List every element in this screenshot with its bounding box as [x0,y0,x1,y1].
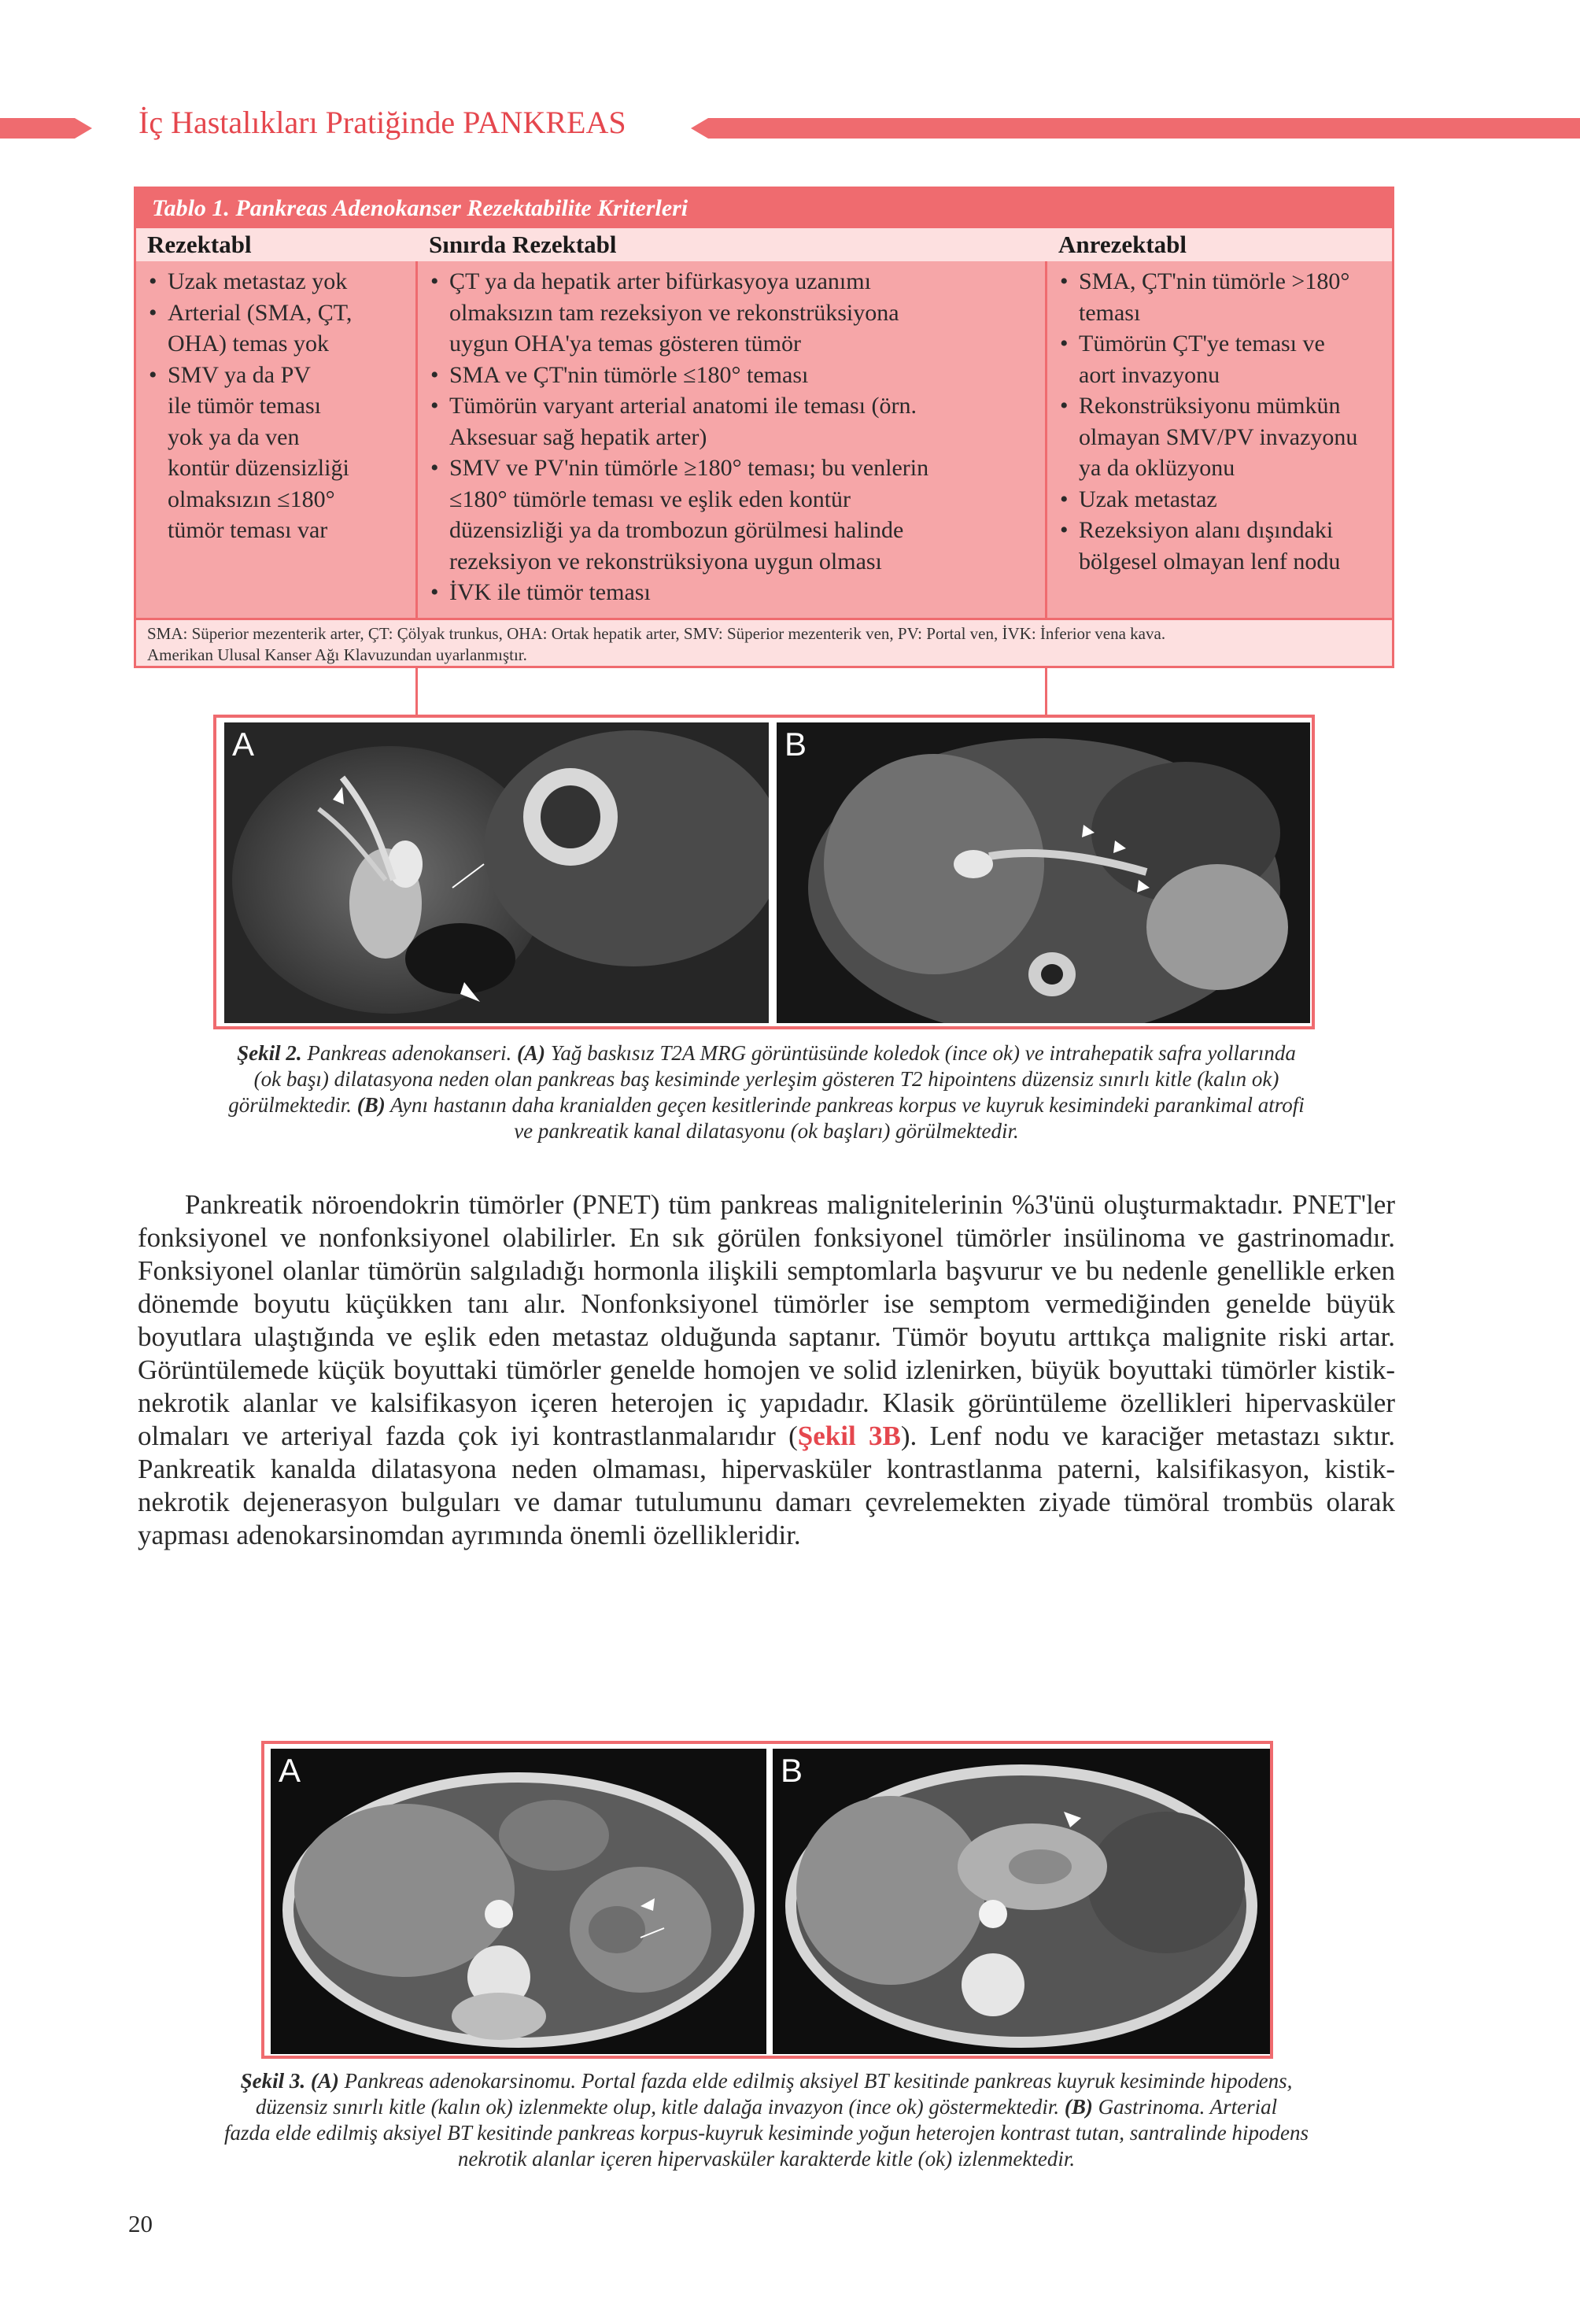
criteria-line [429,422,1037,453]
criteria-line [429,515,1037,546]
caption-text: Gastrinoma. Arterial [1092,2095,1278,2119]
criteria-table [134,187,1394,668]
criteria-line-text: düzensizliği ya da trombozun görülmesi halinde [449,517,904,543]
bullet-marker: • [1060,486,1069,512]
caption-line [138,2146,1395,2172]
criteria-line [1058,297,1384,329]
criteria-line [429,266,1037,297]
criteria-line-text: teması [1079,299,1141,326]
caption-text: Pankreas adenokarsinomu. Portal fazda elde edilmiş aksiyel BT kesitinde pankreas kuyruk kesiminde hipodens, [338,2069,1293,2093]
criteria-line-text: uygun OHA'ya temas gösteren tümör [449,331,801,357]
figure-3-panel-a [271,1749,766,2054]
caption-label: (A) [517,1041,546,1065]
caption-text: Yağ baskısız T2A MRG görüntüsünde koledok (ince ok) ve intrahepatik safra yollarında [545,1041,1296,1065]
bullet-marker: • [430,393,439,419]
criteria-line [147,484,408,515]
criteria-line-text: Tümörün ÇT'ye teması ve [1079,331,1325,357]
criteria-line-text: SMV ya da PV [168,361,311,388]
caption-text: fazda elde edilmiş aksiyel BT kesitinde pankreas korpus-kuyruk kesiminde yoğun heterojen kontrast tutan, santralinde hipodens [223,2121,1309,2145]
criteria-line-text: SMA, ÇT'nin tümörle >180° [1079,268,1350,294]
criteria-line-text: İVK ile tümör teması [449,579,651,605]
criteria-line [147,297,408,329]
criteria-line [1058,453,1384,484]
criteria-line [429,328,1037,360]
header-decor-bar-left [0,118,75,139]
caption-line [138,1066,1395,1092]
criteria-line [429,360,1037,391]
criteria-line [1058,328,1384,360]
paragraph-text-start: Pankreatik nöroendokrin tümörler (PNET) tüm pankreas malignitelerinin %3'ünü oluşturmaktadır. PNET'ler fonksiyonel ve nonfonksiyonel olabilirler. En sık görülen fonksiyonel tümörler insülinoma ve gastrinomadır. Fonksiyonel olanlar tümörün salgıladığı hormonla ilişkili semptomlarla başvurur ve bu nedenle genellikle erken dönemde boyutu küçükken tanı alır. Nonfonksiyonel tümörler ise semptom vermediğinden genelde büyük boyutlara ulaştığında ve eşlik eden metastaz olduğunda saptanır. Tümör boyutu arttıkça malignite riski artar. Görüntülemede küçük boyuttaki tümörler genelde homojen ve solid izlenirken, büyük boyuttaki tümörler kistik-nekrotik alanlar ve kalsifikasyon içeren heterojen iç yapıdadır. Klasik görüntüleme özellikleri hipervasküler olmaları ve arteriyal fazda çok iyi kontrastlanmalarıdır ( [138,1189,1395,1451]
criteria-line-text: aort invazyonu [1079,361,1220,388]
caption-line [138,1118,1395,1144]
criteria-line [147,266,408,297]
bullet-marker: • [149,361,157,388]
criteria-line [147,453,408,484]
header-decor-arrow-right [691,118,708,139]
criteria-line [429,297,1037,329]
criteria-line-text: OHA) temas yok [168,331,329,357]
criteria-line [429,546,1037,578]
criteria-line [1058,360,1384,391]
figure-2-caption [138,1040,1395,1144]
table-header-row [136,228,1392,261]
caption-text: Pankreas adenokanseri. [301,1041,518,1065]
caption-text: (ok başı) dilatasyona neden olan pankreas baş kesiminde yerleşim gösteren T2 hipointens düzensiz sınırlı kitle (kalın ok) [253,1067,1279,1091]
table-footnote-source: Amerikan Ulusal Kanser Ağı Klavuzundan uyarlanmıştır. [147,645,527,664]
table-title: Tablo 1. Pankreas Adenokanser Rezektabilite Kriterleri [136,189,1392,228]
criteria-line-text: ya da oklüzyonu [1079,455,1235,481]
bullet-marker: • [149,299,157,326]
criteria-line [1058,484,1384,515]
caption-text: görülmektedir. [228,1093,357,1117]
mri-axial-image [777,722,1310,1023]
criteria-list-resectable [136,261,415,546]
caption-text: nekrotik alanlar içeren hipervasküler karakterde kitle (ok) izlenmektedir. [457,2147,1076,2171]
figure-2-frame [213,715,1315,1029]
panel-label-a: A [279,1752,301,1789]
ct-portal-phase-image [271,1749,766,2054]
ct-arterial-phase-image [773,1749,1270,2054]
bullet-marker: • [430,455,439,481]
criteria-line [429,453,1037,484]
criteria-line-text: SMV ve PV'nin tümörle ≥180° teması; bu venlerin [449,455,929,481]
bullet-marker: • [1060,393,1069,419]
criteria-line [1058,422,1384,453]
panel-label-a: A [232,726,255,763]
figure-3-panel-b [773,1749,1270,2054]
mri-coronal-image [224,722,769,1023]
caption-label: Şekil 3. (A) [240,2069,339,2093]
figure-3-frame [261,1741,1273,2059]
criteria-line-text: yok ya da ven [168,423,300,450]
bullet-marker: • [1060,331,1069,357]
criteria-line [1058,546,1384,578]
table-footnote [136,618,1392,666]
caption-line [138,1040,1395,1066]
criteria-line-text: olmaksızın tam rezeksiyon ve rekonstrüksiyona [449,299,899,326]
bullet-marker: • [1060,517,1069,543]
criteria-line-text: Tümörün varyant arterial anatomi ile teması (örn. [449,393,917,419]
criteria-line-text: tümör teması var [168,517,328,543]
criteria-line-text: Arterial (SMA, ÇT, [168,299,353,326]
caption-text: ve pankreatik kanal dilatasyonu (ok başları) görülmektedir. [514,1119,1019,1143]
criteria-list-unresectable [1047,261,1392,577]
header-decor-arrow-left [75,118,92,139]
caption-label: (B) [1064,2095,1093,2119]
criteria-line [429,577,1037,608]
page-number: 20 [128,2210,153,2237]
body-paragraph [138,1188,1395,1552]
criteria-line-text: Rekonstrüksiyonu mümkün [1079,393,1341,419]
column-header-unresectable: Anrezektabl [1058,231,1187,258]
figure-2-panel-a [224,722,769,1023]
criteria-line [429,484,1037,515]
bullet-marker: • [430,268,439,294]
bullet-marker: • [430,579,439,605]
caption-line [138,2094,1395,2120]
criteria-line [147,328,408,360]
figure-2-panel-b [777,722,1310,1023]
table-footnote-abbreviations: SMA: Süperior mezenterik arter, ÇT: Çölyak trunkus, OHA: Ortak hepatik arter, SMV: Süperior mezenterik ven, PV: Portal ven, İVK: İnferior vena kava. [147,624,1166,643]
caption-text: düzensiz sınırlı kitle (kalın ok) izlenmekte olup, kitle dalağa invazyon (ince ok) göstermektedir. [255,2095,1065,2119]
header-decor-bar-right [708,118,1580,139]
caption-text: Aynı hastanın daha kranialden geçen kesitlerinde pankreas korpus ve kuyruk kesimindeki parankimal atrofi [385,1093,1305,1117]
criteria-line-text: Aksesuar sağ hepatik arter) [449,423,707,450]
panel-label-b: B [784,726,807,763]
criteria-line-text: ÇT ya da hepatik arter bifürkasyoya uzanımı [449,268,871,294]
criteria-line-text: Rezeksiyon alanı dışındaki [1079,517,1334,543]
criteria-line [1058,266,1384,297]
paragraph-text-end: ). Lenf nodu ve karaciğer metastazı sıktır. Pankreatik kanalda dilatasyona neden olmaması, hipervasküler kontrastlanma paterni, kalsifikasyon, kistik-nekrotik dejenerasyon bulguları ve damar tutulumunu damarı çevrelemekten ziyade tümöral trombüs olarak yapması adenokarsinomdan ayrımında önemli özellikleridir. [138,1421,1395,1550]
criteria-line [147,360,408,391]
criteria-line-text: Uzak metastaz [1079,486,1217,512]
criteria-line-text: Uzak metastaz yok [168,268,348,294]
criteria-line-text: SMA ve ÇT'nin tümörle ≤180° teması [449,361,809,388]
panel-label-b: B [781,1752,803,1789]
criteria-line [147,390,408,422]
criteria-line-text: ile tümör teması [168,393,321,419]
column-header-resectable: Rezektabl [147,231,252,258]
criteria-line-text: kontür düzensizliği [168,455,349,481]
bullet-marker: • [430,361,439,388]
caption-line [138,1092,1395,1118]
criteria-line-text: rezeksiyon ve rekonstrüksiyona uygun olması [449,548,882,575]
criteria-line-text: bölgesel olmayan lenf nodu [1079,548,1341,575]
caption-line [138,2120,1395,2146]
criteria-line [1058,390,1384,422]
criteria-line-text: ≤180° tümörle teması ve eşlik eden kontür [449,486,851,512]
bullet-marker: • [149,268,157,294]
criteria-line-text: olmaksızın ≤180° [168,486,335,512]
running-header-title: İç Hastalıkları Pratiğinde PANKREAS [138,105,626,140]
criteria-line [429,390,1037,422]
criteria-line [147,515,408,546]
figure-3-caption [138,2068,1395,2172]
criteria-list-borderline [418,261,1045,608]
criteria-line-text: olmayan SMV/PV invazyonu [1079,423,1358,450]
figure-reference-link[interactable]: Şekil 3B [797,1421,901,1451]
criteria-line [1058,515,1384,546]
criteria-line [147,422,408,453]
bullet-marker: • [1060,268,1069,294]
caption-line [138,2068,1395,2094]
column-header-borderline: Sınırda Rezektabl [429,231,617,258]
caption-label: (B) [356,1093,386,1117]
caption-label: Şekil 2. [237,1041,302,1065]
